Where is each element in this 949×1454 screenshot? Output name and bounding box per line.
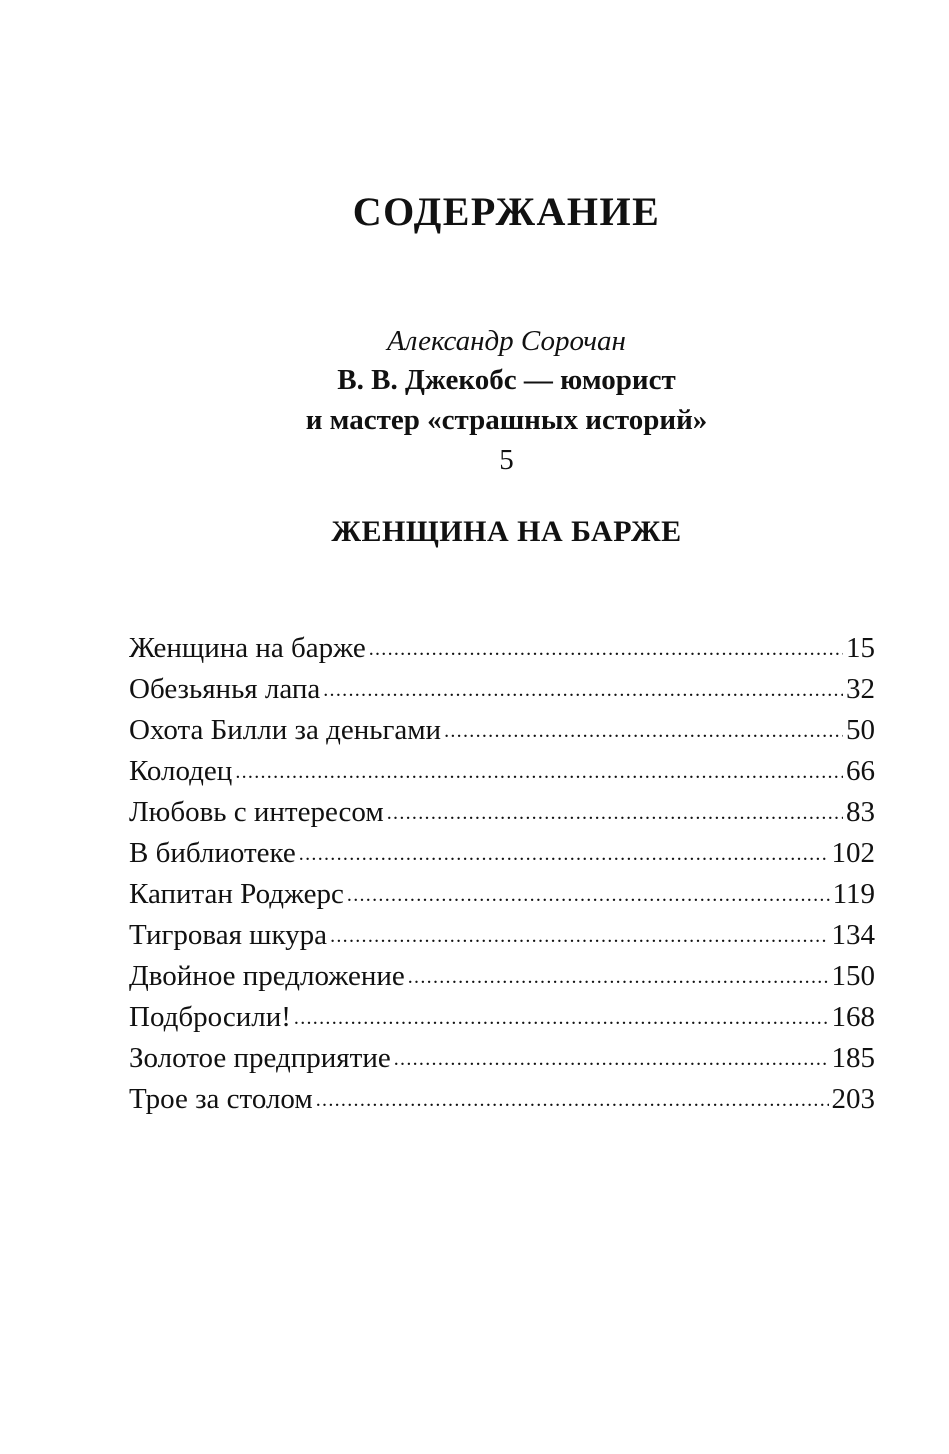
intro-title-line-1: В. В. Джекобс — юморист <box>337 364 676 396</box>
toc-entry-title: Любовь с интересом <box>129 796 384 828</box>
toc-entry[interactable] <box>129 792 875 833</box>
toc-entry-page: 119 <box>832 878 875 910</box>
toc-entry-title: Двойное предложение <box>129 960 405 992</box>
toc-list <box>129 628 875 1120</box>
toc-entry[interactable] <box>129 751 875 792</box>
toc-leader-dots <box>323 670 843 711</box>
toc-entry-page: 185 <box>831 1042 875 1074</box>
toc-entry[interactable] <box>129 669 875 710</box>
toc-entry-title: Золотое предприятие <box>129 1042 391 1074</box>
toc-entry-title: Колодец <box>129 755 233 787</box>
toc-entry-title: Тигровая шкура <box>129 919 328 951</box>
toc-entry-page: 134 <box>831 919 875 951</box>
toc-leader-dots <box>408 957 829 998</box>
toc-leader-dots <box>235 752 843 793</box>
toc-entry-page: 102 <box>831 837 875 869</box>
toc-entry-page: 168 <box>831 1001 875 1033</box>
page-title: СОДЕРЖАНИЕ <box>352 189 661 234</box>
section-title: ЖЕНЩИНА НА БАРЖЕ <box>331 515 682 548</box>
toc-entry[interactable] <box>129 710 875 751</box>
toc-entry[interactable] <box>129 956 875 997</box>
toc-leader-dots <box>394 1039 829 1080</box>
toc-leader-dots <box>347 875 830 916</box>
toc-entry[interactable] <box>129 1038 875 1079</box>
toc-entry-title: Обезьянья лапа <box>129 673 321 705</box>
toc-entry-title: Капитан Роджерс <box>129 878 344 910</box>
toc-entry[interactable] <box>129 1079 875 1120</box>
toc-entry[interactable] <box>129 874 875 915</box>
toc-entry[interactable] <box>129 628 875 669</box>
toc-leader-dots <box>316 1080 829 1121</box>
toc-entry[interactable] <box>129 833 875 874</box>
toc-leader-dots <box>444 711 843 752</box>
toc-entry-page: 66 <box>846 755 875 787</box>
toc-entry-title: Трое за столом <box>129 1083 313 1115</box>
intro-page-number: 5 <box>499 444 514 476</box>
intro-title-line-2: и мастер «страшных историй» <box>305 404 708 436</box>
toc-entry-title: В библиотеке <box>129 837 296 869</box>
toc-leader-dots <box>330 916 828 957</box>
toc-leader-dots <box>387 793 843 834</box>
toc-entry-page: 150 <box>831 960 875 992</box>
toc-entry-page: 15 <box>846 632 875 664</box>
toc-entry[interactable] <box>129 915 875 956</box>
toc-entry-page: 203 <box>831 1083 875 1115</box>
toc-entry-page: 32 <box>846 673 875 705</box>
toc-leader-dots <box>294 998 829 1039</box>
toc-entry[interactable] <box>129 997 875 1038</box>
toc-entry-title: Женщина на барже <box>129 632 366 664</box>
toc-entry-page: 50 <box>846 714 875 746</box>
toc-leader-dots <box>369 629 843 670</box>
toc-entry-page: 83 <box>846 796 875 828</box>
intro-entry[interactable] <box>0 322 949 480</box>
toc-entry-title: Охота Билли за деньгами <box>129 714 442 746</box>
toc-leader-dots <box>299 834 829 875</box>
toc-entry-title: Подбросили! <box>129 1001 291 1033</box>
intro-author: Александр Сорочан <box>387 325 626 357</box>
